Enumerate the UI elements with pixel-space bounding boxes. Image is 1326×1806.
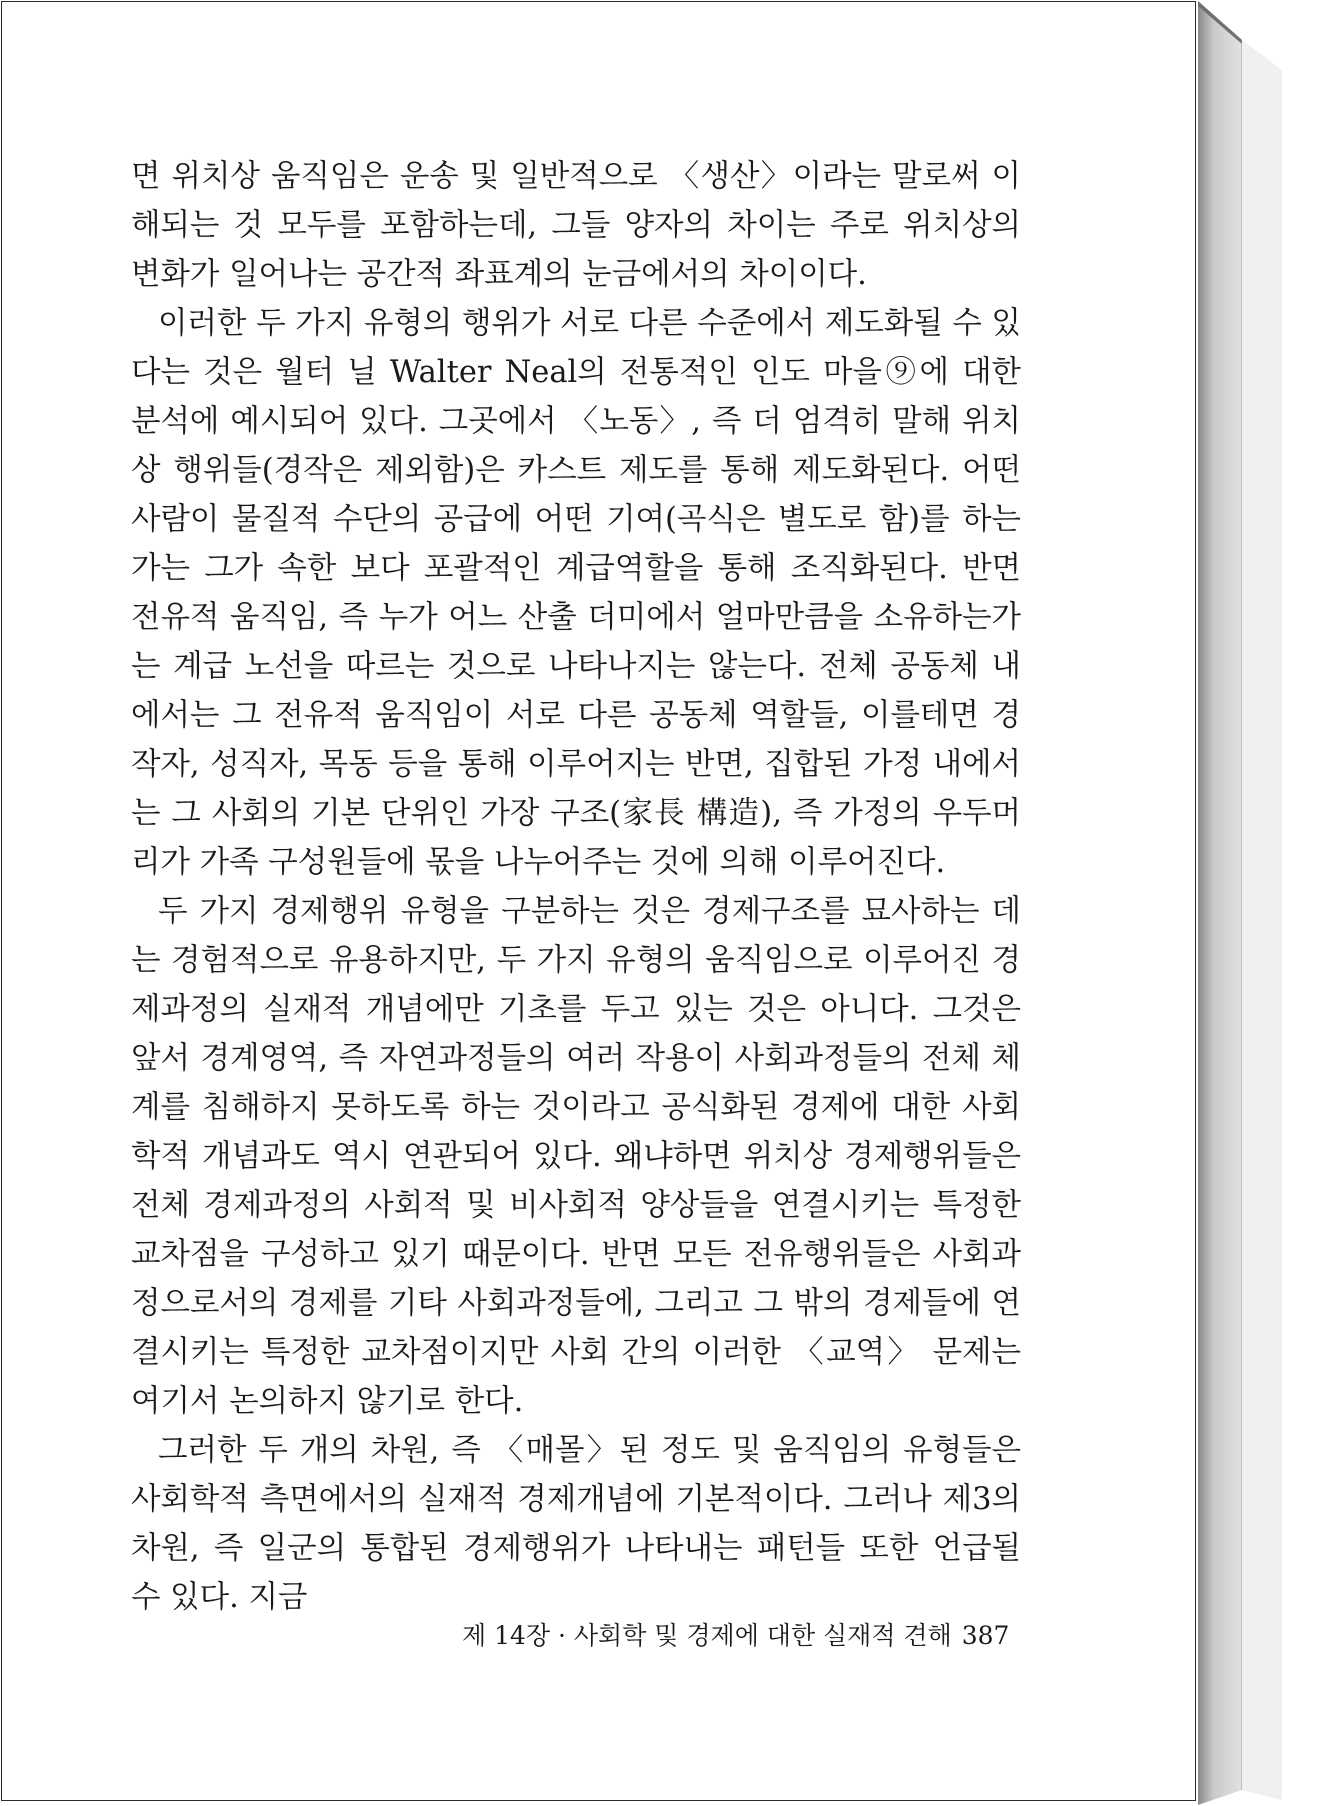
book-page: [1, 1, 1196, 1801]
body-text: [131, 152, 1021, 1622]
page-stack-edge: [1198, 0, 1326, 1806]
paragraph: 그러한 두 개의 차원, 즉 〈매몰〉된 정도 및 움직임의 유형들은 사회학적 측면에서의 실재적 경제개념에 기본적이다. 그러나 제3의 차원, 즉 일군의 통합된 경제행위가 나타내는 패턴들 또한 언급될 수 있다. 지금: [131, 1433, 1021, 1615]
paragraph: 두 가지 경제행위 유형을 구분하는 것은 경제구조를 묘사하는 데는 경험적으로 유용하지만, 두 가지 유형의 움직임으로 이루어진 경제과정의 실재적 개념에만 기초를 두고 있는 것은 아니다. 그것은 앞서 경계영역, 즉 자연과정들의 여러 작용이 사회과정들의 전체 체계를 침해하지 못하도록 하는 것이라고 공식화된 경제에 대한 사회학적 개념과도 역시 연관되어 있다. 왜냐하면 위치상 경제행위들은 전체 경제과정의 사회적 및 비사회적 양상들을 연결시키는 특정한 교차점을 구성하고 있기 때문이다. 반면 모든 전유행위들은 사회과정으로서의 경제를 기타 사회과정들에, 그리고 그 밖의 경제들에 연결시키는 특정한 교차점이지만 사회 간의 이러한 〈교역〉 문제는 여기서 논의하지 않기로 한다.: [131, 894, 1021, 1419]
paragraph: 이러한 두 가지 유형의 행위가 서로 다른 수준에서 제도화될 수 있다는 것은 월터 닐 Walter Neal의 전통적인 인도 마을⑨에 대한 분석에 예시되어 있다. 그곳에서 〈노동〉, 즉 더 엄격히 말해 위치상 행위들(경작은 제외함)은 카스트 제도를 통해 제도화된다. 어떤 사람이 물질적 수단의 공급에 어떤 기여(곡식은 별도로 함)를 하는가는 그가 속한 보다 포괄적인 계급역할을 통해 조직화된다. 반면 전유적 움직임, 즉 누가 어느 산출 더미에서 얼마만큼을 소유하는가는 계급 노선을 따르는 것으로 나타나지는 않는다. 전체 공동체 내에서는 그 전유적 움직임이 서로 다른 공동체 역할들, 이를테면 경작자, 성직자, 목동 등을 통해 이루어지는 반면, 집합된 가정 내에서는 그 사회의 기본 단위인 가장 구조(家長 構造), 즉 가정의 우두머리가 가족 구성원들에 몫을 나누어주는 것에 의해 이루어진다.: [131, 306, 1021, 880]
page-number: 387: [961, 1621, 1010, 1650]
page-footer: [462, 1620, 1010, 1652]
paragraph: 면 위치상 움직임은 운송 및 일반적으로 〈생산〉이라는 말로써 이해되는 것 모두를 포함하는데, 그들 양자의 차이는 주로 위치상의 변화가 일어나는 공간적 좌표계의 눈금에서의 차이이다.: [131, 159, 1021, 292]
running-head: 제 14장 · 사회학 및 경제에 대한 실재적 견해: [462, 1621, 952, 1650]
